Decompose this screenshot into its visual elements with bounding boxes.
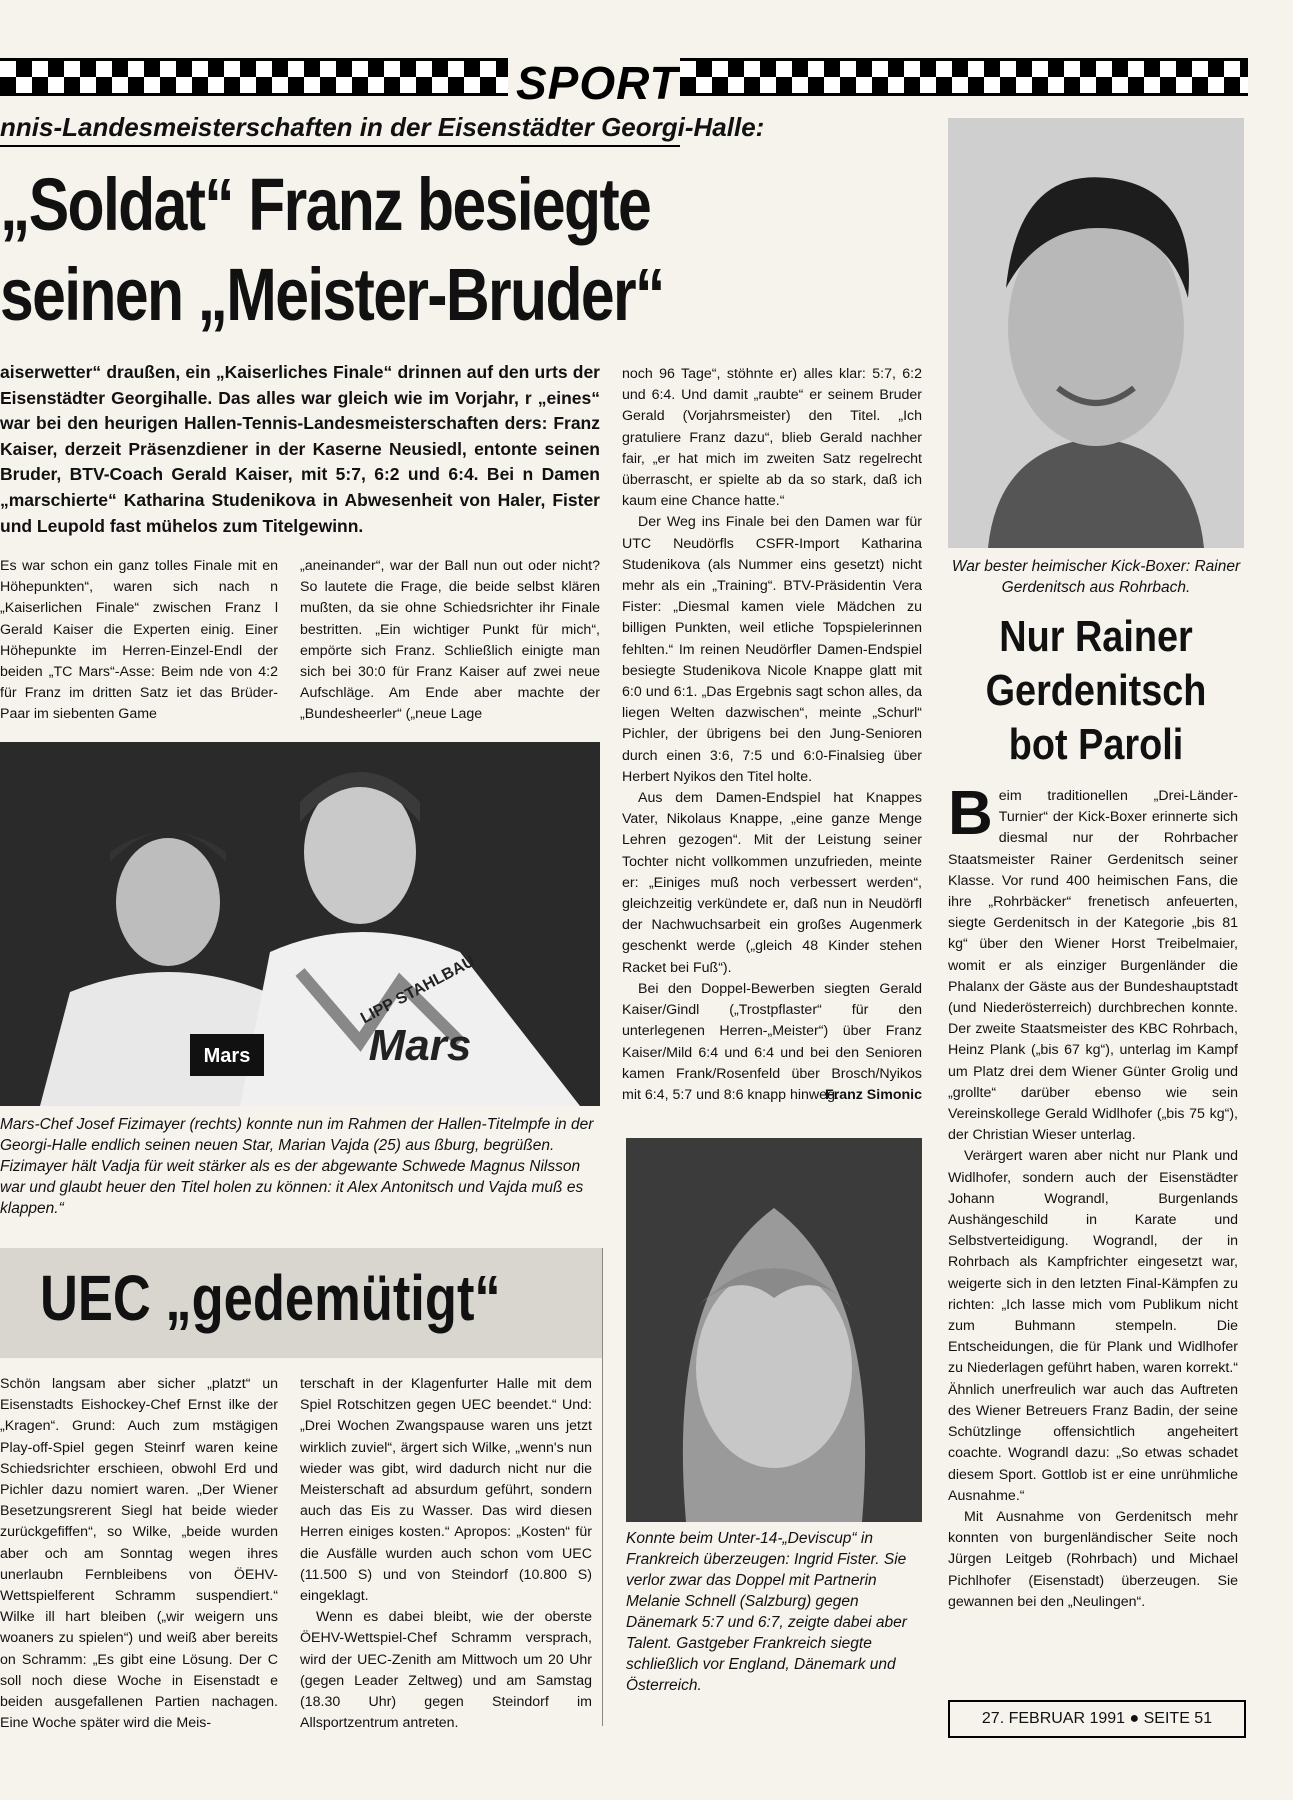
photo-mars <box>0 742 600 1106</box>
page-footer: 27. FEBRUAR 1991 ● SEITE 51 <box>948 1700 1246 1738</box>
photo-fister-caption: Konnte beim Unter-14-„Deviscup“ in Frankreich überzeugen: Ingrid Fister. Sie verlor zwar das Doppel mit Partnerin Melanie Schnell (Salzburg) gegen Dänemark 5:7 und 6:7, zeigte dabei aber Talent. Gastgeber Frankreich siegte schließlich vor England, Dänemark und Österreich. <box>626 1530 907 1694</box>
kicker: nnis-Landesmeisterschaften in der Eisenstädter Georgi-Halle: <box>0 112 680 147</box>
kickbox-para-3: Mit Ausnahme von Gerdenitsch mehr konnten von burgenländischer Seite noch Jürgen Leitgeb (Rohrbach) und Michael Pichlhofer (Eisenstadt) überzeugen. Sie gewannen bei den „Neulingen“. <box>948 1508 1238 1610</box>
photo-gerdenitsch-caption: War bester heimischer Kick-Boxer: Rainer Gerdenitsch aus Rohrbach. <box>951 558 1241 596</box>
checker-band-left <box>0 58 508 96</box>
checker-band-right <box>680 58 1248 96</box>
tennis-col3-para-1: noch 96 Tage“, stöhnte er) alles klar: 5:7, 6:2 und 6:4. Und damit „raubte“ er seinem Bruder Gerald (Vorjahrsmeister) den Titel. „Ich gratuliere Franz dazu“, blieb Gerald nachher fair, „er hat mich im zweiten Satz regelrecht überrascht, er spielte ab da so stark, daß ich kaum eine Chance hatte.“ <box>622 366 922 510</box>
tennis-column-1 <box>0 556 278 726</box>
kickbox-para-2: Verärgert waren aber nicht nur Plank und Widlhofer, sondern auch der Eisenstädter Johann Wograndl, Burgenlands Aushängeschild in Karate und Selbstverteidigung. Wograndl, der in Rohrbach als Kampfrichter eingesetzt war, weigerte sich in den letzten Final-Kämpfen zu richten: „Ich lasse mich vom Publikum nicht zum Buhmann stempeln. Die Entscheidungen, die für Plank und Widlhofer zu Niederlagen geführt haben, waren korrekt.“ Ähnlich unerfreulich war auch das Auftreten des Wiener Betreuers Franz Badin, der seine Schützlinge offensichtlich angeheitert coachte. Wograndl dazu: „So etwas schadet diesem Sport. Gottlob ist er eine unrühmliche Ausnahme.“ <box>948 1148 1238 1504</box>
dropcap: B <box>948 779 993 848</box>
photo-mars-illustration <box>0 742 600 1106</box>
tennis-col3-para-3: Aus dem Damen-Endspiel hat Knappes Vater, Nikolaus Knappe, „eine ganze Menge Lehren gezogen“. Mit der Leistung seiner Tochter nicht vollkommen unzufrieden, meinte er: „Einiges muß noch verbessert werden“, gleichzeitig verkündete er, daß nun in Neudörfl der Nachwuchsarbeit ein großes Augenmerk geschenkt werde („gleich 48 Kinder stehen Racket bei Fuß“). <box>622 790 922 976</box>
photo-fister <box>626 1138 922 1522</box>
section-title: SPORT <box>516 57 679 109</box>
author-byline: Franz Simonic <box>825 1087 922 1104</box>
jacket-logo-3: LIPP STAHLBAU <box>358 952 478 1028</box>
tennis-column-2 <box>300 556 600 726</box>
article-lead: aiserwetter“ draußen, ein „Kaiserliches Finale“ drinnen auf den urts der Eisenstädter Georgihalle. Das alles war gleich wie im Vorjahr, r „eines“ war bei den heurigen Hallen-Tennis-Landesmeisterschaften ders: Franz Kaiser, derzeit Präsenzdiener in der Kaserne Neusiedl, entonte seinen Bruder, BTV-Coach Gerald Kaiser, mit 5:7, 6:2 und 6:4. Bei n Damen „marschierte“ Katharina Studenikova in Abwesenheit von Haler, Fister und Leupold fast mühelos zum Titelgewinn. <box>0 362 600 536</box>
tennis-column-3 <box>622 364 922 1106</box>
uec-col2-para-2: Wenn es dabei bleibt, wie der oberste ÖEHV-Wettspiel-Chef Schramm versprach, wird der UEC-Zenith am Mittwoch um 20 Uhr (gegen Leader Zeltweg) und am Samstag (18.30 Uhr) gegen Steindorf im Allsportzentrum antreten. <box>300 1609 592 1732</box>
tennis-col3-para-2: Der Weg ins Finale bei den Damen war für UTC Neudörfls CSFR-Import Katharina Studenikova (als Nummer eins gesetzt) nicht mehr als ein „Training“. BTV-Präsidentin Vera Fister: „Diesmal kamen viele Mädchen zu billigen Punkten, weil etliche Topspielerinnen fehlten.“ Im reinen Neudörfler Damen-Endspiel besiegte Studenikova Nicole Knappe glatt mit 6:0 und 6:1. „Das Ergebnis sagt schon alles, da liegen Welten dazwischen“, meinte „Schurl“ Pichler, der übrigens bei den Jung-Senioren durch einen 3:6, 7:5 und 6:0-Finalsieg über Herbert Nyikos den Titel holte. <box>622 514 922 785</box>
jacket-logo-2: Mars <box>368 1021 472 1070</box>
uec-col1-text: Schön langsam aber sicher „platzt“ un Eisenstadts Eishockey-Chef Ernst ilke der „Kragen“. Grund: Auch zum mstägigen Play-off-Spiel gegen Steinrf waren keine Schiedsrichter erschieen, obwohl Erd und Pichler dazu nomiert waren. „Der Wiener Besetzungsrerent Siegl hat beide wieder zurückgefiffen“, so Wilke, „beide wurden aber och am Sonntag wegen ihres unerlaubn Fernbleibens von ÖEHV-Wettspielferent Schramm suspendiert.“ Wilke ill hart bleiben („wir weigern uns woaners zu spielen“) und weiß aber bereits on Schramm: „Es gibt eine Lösung. Der C soll noch diese Woche in Eisenstadt e beiden ausgefallenen Partien nachagen. Eine Woche später wird die Meis- <box>0 1376 278 1732</box>
tennis-col1-text: Es war schon ein ganz tolles Finale mit en Höhepunkten“, waren sich nach n „Kaiserlichen Finale“ zwischen Franz l Gerald Kaiser die Experten einig. Einer Höhepunkte im Herren-Einzel-Endl der beiden „TC Mars“-Asse: Beim nde von 4:2 für Franz im dritten Satz iet das Brüder-Paar im siebenten Game <box>0 558 278 723</box>
uec-col2-para-1: terschaft in der Klagenfurter Halle mit dem Spiel Rotschitzen gegen UEC beendet.“ Und: „Drei Wochen Zwangspause waren uns jetzt wirklich zuviel“, ärgert sich Wilke, „wenn's nun wieder was gibt, wird dadurch nicht nur die Meisterschaft ad absurdum geführt, sondern auch das Eis zu Wasser. Das wird diesen Herren einiges kosten.“ Apropos: „Kosten“ für die Ausfälle wurden auch schon vom UEC (11.500 S) und von Steindorf (10.800 S) eingeklagt. <box>300 1376 592 1605</box>
tennis-col3-para-4: Bei den Doppel-Bewerben siegten Gerald Kaiser/Gindl („Trostpflaster“ für den unterlegenen Herren-„Meister“) über Franz Kaiser/Mild 6:4 und 6:4 und bei den Senioren kamen Frank/Rosenfeld über Brosch/Nyikos mit 6:4, 5:7 und 8:6 knapp hinweg. <box>622 980 922 1103</box>
kickbox-para-1-text: eim traditionellen „Drei-Länder-Turnier“ der Kick-Boxer erinnerte sich diesmal nur der Rohrbacher Staatsmeister Rainer Gerdenitsch seiner Klasse. Vor rund 400 heimischen Fans, die ihre „Rohrbäcker“ frenetisch anfeuerten, siegte Gerdenitsch in der Kategorie „bis 81 kg“ über den Wiener Horst Treibelmaier, womit er als einziger Burgenländer die Phalanx der Gäste aus der Bundeshauptstadt (und Niederösterreich) durchbrechen konnte. Der zweite Staatsmeister des KBC Rohrbach, Heinz Plank („bis 67 kg“), unterlag im Kampf um Platz drei dem Wiener Günter Grolig und „grollte“ darüber ebenso wie sein Vereinskollege Gerald Widlhofer („bis 75 kg“), der Christian Wieser unterlag. <box>948 788 1238 1144</box>
photo-fister-illustration <box>626 1138 922 1522</box>
kickbox-title: Nur Rainer Gerdenitsch bot Paroli <box>985 612 1207 769</box>
photo-mars-caption: Mars-Chef Josef Fizimayer (rechts) konnte nun im Rahmen der Hallen-Titelmpfe in der Georgi-Halle endlich seinen neuen Star, Marian Vajda (25) aus ßburg, begrüßen. Fizimayer hält Vadja für weit stärker als es der abgewante Schwede Magnus Nilsson war und glaubt heuer den Titel holen zu können: it Alex Antonitsch und Vajda muß es klappen.“ <box>0 1116 594 1217</box>
photo-gerdenitsch <box>948 118 1244 548</box>
kickbox-column <box>948 779 1238 1613</box>
tennis-col2-text: „aneinander“, war der Ball nun out oder nicht? So lautete die Frage, die beide selbst klären mußten, da sie ohne Schiedsrichter ihr Finale bestritten. „Ein wichtiger Punkt für mich“, empörte sich Franz. Schließlich einigte man sich bei 30:0 für Franz Kaiser auf zwei neue Aufschläge. Am Ende aber machte der „Bundesheerler“ („neue Lage <box>300 558 600 723</box>
uec-column-1 <box>0 1374 278 1734</box>
kickbox-para-1 <box>948 779 1238 1146</box>
photo-gerdenitsch-illustration <box>948 118 1244 548</box>
headline-line-2: seinen „Meister-Bruder“ <box>0 253 664 336</box>
headline <box>0 160 763 340</box>
uec-column-2 <box>300 1374 592 1734</box>
uec-title: UEC „gedemütigt“ <box>40 1262 501 1334</box>
uec-box-border <box>602 1248 603 1726</box>
headline-line-1: „Soldat“ Franz besiegte <box>0 163 651 246</box>
jacket-logo-1: Mars <box>203 1045 251 1067</box>
